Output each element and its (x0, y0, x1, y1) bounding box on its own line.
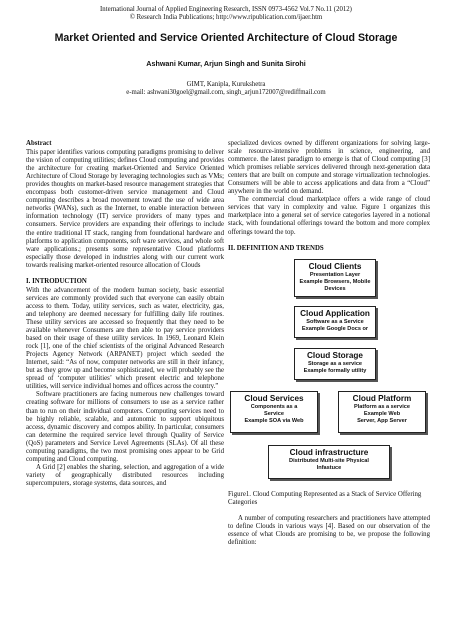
paper-authors: Ashwani Kumar, Arjun Singh and Sunita Sirohi (146, 59, 306, 68)
affiliation-block (0, 81, 452, 98)
cloud-infrastructure-box (268, 445, 390, 479)
cloud-platform-title: Cloud Platform (352, 393, 412, 403)
paper-title: Market Oriented and Service Oriented Architecture of Cloud Storage (54, 32, 398, 44)
cloud-clients-line: Example Browsers, Mobile (299, 278, 371, 285)
cloud-application-line: Example Google Docs or (301, 325, 369, 332)
cloud-clients-title: Cloud Clients (308, 261, 362, 271)
cloud-services-line: Example SOA via Web (244, 417, 304, 424)
cloud-infrastructure-line: Distributed Multi-site Physical (289, 457, 369, 464)
right-paragraph-2: The commercial cloud marketplace offers a wide range of cloud services that vary in complexity and value. Figure 1 organizes this marketplace into a general set of service categories layered in a notional stack, with foundational offerings toward the bottom and more complex offerings toward the top. (228, 196, 430, 236)
cloud-infrastructure-title: Cloud infrastructure (289, 447, 369, 457)
cloud-application-box (294, 306, 376, 338)
cloud-storage-box (294, 348, 376, 380)
intro-paragraph-1: With the advancement of the modern human society, basic essential services are commonly provided such that everyone can easily obtain access to them. Today, utility services, such as water, electricity, gas, and telephony are deemed necessary for fulfilling daily life routines. These utility services are accessed so frequently that they need to be available whenever Consumers are then able to pay service providers based on their usage of these utility services. In 1969, Leonard Klein rock [1], one of the chief scientists of the original Advanced Research Projects Agency Network (ARPANET) project which seeded the Internet, said: “As of now, computer networks are still in their infancy, but as they grow up and become sophisticated, we will probably see the spread of ‘computer utilities’ which present electric and telephone utilities, will service individual homes and offices across the country.” (26, 286, 224, 391)
publisher-line: © Research India Publications; http://www.ripublication.com/ijaer.htm (129, 14, 323, 22)
cloud-clients-box (294, 259, 376, 297)
cloud-platform-box (338, 391, 426, 433)
cloud-application-title: Cloud Application (300, 308, 370, 318)
cloud-platform-line: Platform as a service (354, 403, 410, 410)
cloud-services-box (230, 391, 318, 433)
cloud-storage-line: Example formally utility (303, 367, 367, 374)
abstract-text: This paper identifies various computing paradigms promising to deliver the vision of computing utilities; defines Cloud computing and provides the architecture for creating market-Oriented and Service Oriented Architecture of Cloud Storage by leveraging technologies such as VMs; provides thoughts on market-based resource management strategies that encompass both customer-driven service management and Cloud computing describes a broad movement toward the use of wide area networks (WANs), such as the Internet, to enable interaction between information technology (IT) service providers of many types and consumers. Service providers are expanding their offerings to include the entire traditional IT stack, ranging from foundational hardware and platforms to application components, soft ware services, and whole soft ware applications.; presents some representative Cloud platforms especially those developed in industries along with our current work towards realising market-oriented resource allocation of Clouds (26, 149, 224, 269)
intro-paragraph-3: A Grid [2] enables the sharing, selection, and aggregation of a wide variety of geographically distributed resources including supercomputers, storage systems, data sources, and (26, 463, 224, 487)
figure-caption: Figure1. Cloud Computing Represented as a Stack of Service Offering Categories (228, 490, 422, 506)
introduction-heading: I. INTRODUCTION (26, 277, 87, 285)
right-column (228, 140, 430, 547)
cloud-clients-line: Presentation Layer (309, 271, 361, 278)
cloud-clients-line: Devices (324, 285, 346, 292)
journal-line: International Journal of Applied Engineering Research, ISSN 0973-4562 Vol.7 No.11 (2012) (100, 6, 352, 13)
cloud-storage-title: Cloud Storage (307, 350, 363, 360)
cloud-services-line: Components as a (250, 403, 298, 410)
cloud-services-line: Service (264, 410, 284, 417)
cloud-platform-line: Server, App Server (357, 417, 407, 424)
abstract-heading: Abstract (26, 140, 52, 147)
left-column (26, 140, 224, 488)
cloud-platform-line: Example Web (363, 410, 401, 417)
cloud-storage-line: Storage as a service (307, 360, 363, 367)
cloud-infrastructure-line: Infastuce (316, 464, 342, 471)
intro-paragraph-2: Software practitioners are facing numerous new challenges toward creating software for millions of consumers to use as a service rather than to run on their individual computers. Computing services need to be highly reliable, scalable, and autonomic to support ubiquitous access, dynamic discovery and compos ability. In particular, consumers can determine the required service level through Quality of Service (QoS) parameters and Service Level Agreements (SLAs). Of all these computing paradigms, the two most promising ones appear to be Grid computing and Cloud computing. (26, 391, 224, 463)
author-emails: e-mail: ashwani30goel@gmail.com, singh_arjun172007@rediffmail.com (126, 89, 326, 97)
right-paragraph-1: specialized devices owned by different organizations for solving large-scale resource-intensive problems in science, engineering, and commerce. the latest paradigm to emerge is that of Cloud computing [3] which promises reliable services delivered through next-generation data centers that are built on compute and storage virtualization technologies. Consumers will be able to access applications and data from a “Cloud” anywhere in the world on demand. (228, 140, 430, 196)
cloud-services-title: Cloud Services (244, 393, 304, 403)
affiliation: GIMT, Kanipla, Kurukshetra (186, 81, 266, 88)
definition-heading: II. DEFINITION AND TRENDS (228, 244, 324, 252)
right-paragraph-3: A number of computing researchers and practitioners have attempted to define Clouds in various ways [4]. Based on our observation of the essence of what Clouds are promising to be, we propose the following definition: (228, 514, 430, 546)
journal-header (0, 6, 452, 22)
cloud-application-line: Software as a Service (306, 318, 364, 325)
cloud-stack-figure (228, 257, 430, 489)
